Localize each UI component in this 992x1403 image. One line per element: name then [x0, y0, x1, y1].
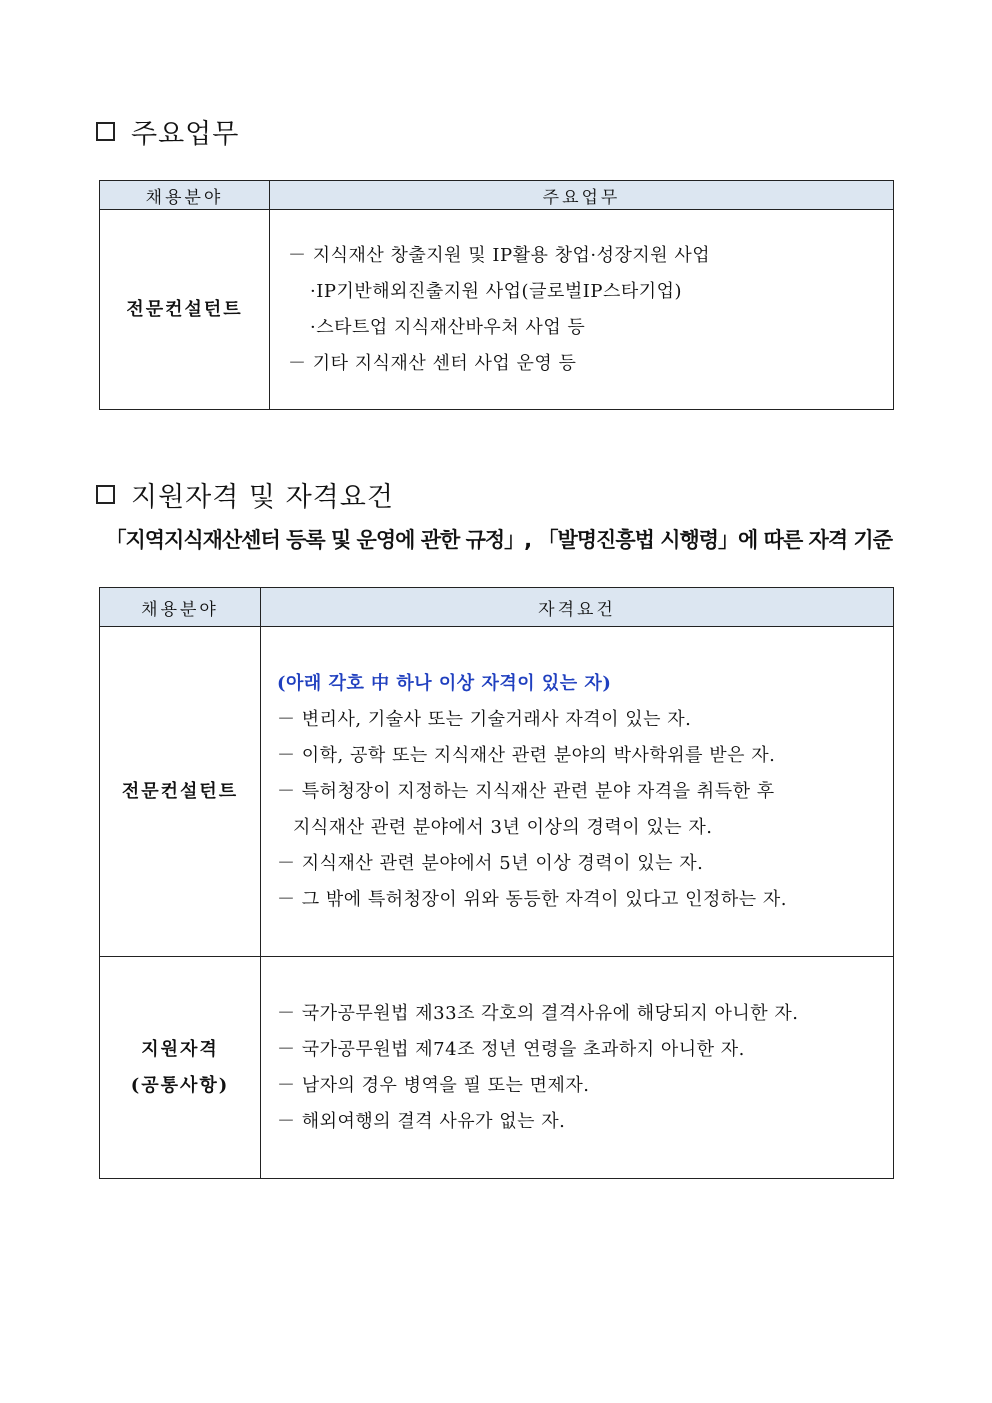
requirements-note: (아래 각호 中 하나 이상 자격이 있는 자)	[277, 672, 612, 694]
requirement-item: － 국가공무원법 제33조 각호의 결격사유에 해당되지 아니한 자.	[277, 1002, 799, 1024]
requirement-item: － 남자의 경우 병역을 필 또는 면제자.	[277, 1074, 590, 1096]
requirement-item-continued: 지식재산 관련 분야에서 3년 이상의 경력이 있는 자.	[293, 816, 713, 838]
table-row	[100, 210, 894, 410]
field-label-sub: (공통사항)	[130, 1074, 230, 1096]
qualification-basis-subtitle: 「지역지식재산센터 등록 및 운영에 관한 규정」, 「발명진흥법 시행령」에 따른 자격 기준	[105, 528, 892, 552]
qualifications-table	[99, 587, 894, 1179]
table-row	[100, 957, 894, 1179]
duty-subitem: ·스타트업 지식재산바우처 사업 등	[310, 316, 586, 338]
requirements-cell	[261, 627, 894, 957]
field-cell: 전문컨설턴트	[100, 627, 261, 957]
header-field: 채용분야	[100, 181, 270, 210]
duties-cell	[270, 210, 894, 410]
section-title-text: 주요업무	[131, 119, 240, 150]
field-label: 지원자격	[141, 1038, 219, 1060]
section-title-qualifications	[96, 475, 394, 514]
requirement-item: － 해외여행의 결격 사유가 없는 자.	[277, 1110, 566, 1132]
header-field: 채용분야	[100, 588, 261, 627]
requirement-item: － 특허청장이 지정하는 지식재산 관련 분야 자격을 취득한 후	[277, 780, 775, 802]
requirement-item: － 지식재산 관련 분야에서 5년 이상 경력이 있는 자.	[277, 852, 704, 874]
duties-table	[99, 180, 894, 410]
requirement-item: － 국가공무원법 제74조 정년 연령을 초과하지 아니한 자.	[277, 1038, 745, 1060]
section-title-duties	[96, 112, 239, 151]
requirement-item: － 그 밖에 특허청장이 위와 동등한 자격이 있다고 인정하는 자.	[277, 888, 788, 910]
section-title-text: 지원자격 및 자격요건	[131, 482, 394, 513]
header-requirements: 자격요건	[261, 588, 894, 627]
header-duties: 주요업무	[270, 181, 894, 210]
table-row	[100, 627, 894, 957]
requirements-cell	[261, 957, 894, 1179]
field-cell	[100, 957, 261, 1179]
table-header-row	[100, 588, 894, 627]
checkbox-square-icon	[96, 122, 115, 141]
requirement-item: － 변리사, 기술사 또는 기술거래사 자격이 있는 자.	[277, 708, 692, 730]
field-cell: 전문컨설턴트	[100, 210, 270, 410]
requirement-item: － 이학, 공학 또는 지식재산 관련 분야의 박사학위를 받은 자.	[277, 744, 776, 766]
duty-subitem: ·IP기반해외진출지원 사업(글로벌IP스타기업)	[310, 280, 683, 302]
table-header-row	[100, 181, 894, 210]
duty-item: － 지식재산 창출지원 및 IP활용 창업·성장지원 사업	[288, 244, 711, 266]
checkbox-square-icon	[96, 485, 115, 504]
duty-item: － 기타 지식재산 센터 사업 운영 등	[288, 352, 577, 374]
